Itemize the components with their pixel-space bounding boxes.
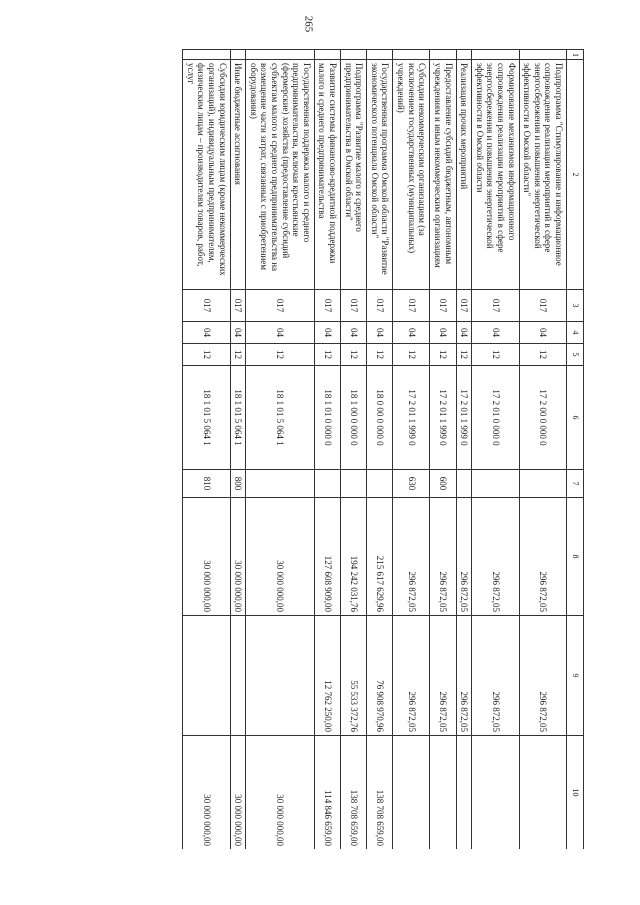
row-total-amount-cell: 194 242 031,76 xyxy=(341,498,367,616)
header-col-2: 2 xyxy=(567,60,584,290)
row-admin-code-cell: 017 xyxy=(314,290,340,322)
row-expense-type-cell xyxy=(246,470,315,498)
header-col-10: 10 xyxy=(567,736,584,850)
budget-table xyxy=(182,49,584,849)
row-federal-amount-cell xyxy=(393,736,430,850)
row-subsection-cell: 12 xyxy=(367,344,393,366)
row-target-article-cell: 18 1 01 5 064 1 xyxy=(246,366,315,470)
row-target-article-cell: 18 0 00 0 000 0 xyxy=(367,366,393,470)
row-admin-code-cell: 017 xyxy=(456,290,472,322)
table-row xyxy=(314,50,340,850)
row-regional-amount-cell: 296 872,05 xyxy=(430,616,456,736)
row-admin-code-cell: 017 xyxy=(472,290,519,322)
row-name-cell: Иные бюджетные ассигнования xyxy=(230,60,246,290)
row-marker-cell xyxy=(367,50,393,60)
row-admin-code-cell: 017 xyxy=(367,290,393,322)
row-federal-amount-cell xyxy=(519,736,566,850)
table-row xyxy=(430,50,456,850)
row-federal-amount-cell: 138 708 659,00 xyxy=(367,736,393,850)
row-admin-code-cell: 017 xyxy=(341,290,367,322)
row-expense-type-cell: 600 xyxy=(430,470,456,498)
row-marker-cell xyxy=(246,50,315,60)
table-header-row xyxy=(567,50,584,850)
row-marker-cell xyxy=(430,50,456,60)
row-subsection-cell: 12 xyxy=(314,344,340,366)
row-subsection-cell: 12 xyxy=(472,344,519,366)
row-federal-amount-cell: 114 846 659,00 xyxy=(314,736,340,850)
row-admin-code-cell: 017 xyxy=(519,290,566,322)
row-section-cell: 04 xyxy=(456,322,472,344)
row-federal-amount-cell: 30 000 000,00 xyxy=(230,736,246,850)
table-row xyxy=(456,50,472,850)
row-name-cell: Реализация прочих мероприятий xyxy=(456,60,472,290)
table-row xyxy=(393,50,430,850)
row-marker-cell xyxy=(519,50,566,60)
table-row xyxy=(246,50,315,850)
row-admin-code-cell: 017 xyxy=(230,290,246,322)
row-admin-code-cell: 017 xyxy=(246,290,315,322)
row-total-amount-cell: 296 872,05 xyxy=(393,498,430,616)
row-federal-amount-cell xyxy=(472,736,519,850)
row-marker-cell xyxy=(314,50,340,60)
row-regional-amount-cell xyxy=(230,616,246,736)
row-total-amount-cell: 30 000 000,00 xyxy=(183,498,230,616)
header-col-1: 1 xyxy=(567,50,584,60)
row-expense-type-cell xyxy=(456,470,472,498)
row-section-cell: 04 xyxy=(519,322,566,344)
row-target-article-cell: 17 2 01 1 999 0 xyxy=(393,366,430,470)
table-row xyxy=(341,50,367,850)
row-expense-type-cell: 810 xyxy=(183,470,230,498)
row-name-cell: Предоставление субсидий бюджетным, автономным учреждениям и иным некоммерческим организациям xyxy=(430,60,456,290)
page-number: 265 xyxy=(302,15,315,33)
header-col-6: 6 xyxy=(567,366,584,470)
row-marker-cell xyxy=(341,50,367,60)
row-regional-amount-cell xyxy=(246,616,315,736)
row-name-cell: Подпрограмма "Развитие малого и среднего предпринимательства в Омской области" xyxy=(341,60,367,290)
table-row xyxy=(367,50,393,850)
row-subsection-cell: 12 xyxy=(456,344,472,366)
header-col-9: 9 xyxy=(567,616,584,736)
table-row xyxy=(230,50,246,850)
row-target-article-cell: 17 2 00 0 000 0 xyxy=(519,366,566,470)
row-federal-amount-cell: 30 000 000,00 xyxy=(183,736,230,850)
row-total-amount-cell: 30 000 000,00 xyxy=(246,498,315,616)
table-body xyxy=(183,50,567,850)
header-col-8: 8 xyxy=(567,498,584,616)
row-target-article-cell: 17 2 01 1 999 0 xyxy=(430,366,456,470)
row-federal-amount-cell: 30 000 000,00 xyxy=(246,736,315,850)
row-expense-type-cell xyxy=(519,470,566,498)
header-col-7: 7 xyxy=(567,470,584,498)
row-total-amount-cell: 296 872,05 xyxy=(519,498,566,616)
row-subsection-cell: 12 xyxy=(246,344,315,366)
row-subsection-cell: 12 xyxy=(230,344,246,366)
row-marker-cell xyxy=(472,50,519,60)
row-regional-amount-cell: 296 872,05 xyxy=(519,616,566,736)
header-col-4: 4 xyxy=(567,322,584,344)
row-total-amount-cell: 30 000 000,00 xyxy=(230,498,246,616)
row-subsection-cell: 12 xyxy=(393,344,430,366)
row-name-cell: Формирование механизмов информационного сопровождения реализации мероприятий в сфере энергосбережения и повышения энергетической эффективности в Омской области xyxy=(472,60,519,290)
row-section-cell: 04 xyxy=(393,322,430,344)
budget-table-container xyxy=(84,49,584,849)
row-marker-cell xyxy=(230,50,246,60)
row-admin-code-cell: 017 xyxy=(430,290,456,322)
row-total-amount-cell: 127 608 909,00 xyxy=(314,498,340,616)
row-total-amount-cell: 296 872,05 xyxy=(472,498,519,616)
row-target-article-cell: 18 1 01 5 064 1 xyxy=(230,366,246,470)
row-section-cell: 04 xyxy=(367,322,393,344)
row-target-article-cell: 18 1 01 0 000 0 xyxy=(314,366,340,470)
row-section-cell: 04 xyxy=(230,322,246,344)
row-target-article-cell: 17 2 01 1 999 0 xyxy=(456,366,472,470)
row-section-cell: 04 xyxy=(246,322,315,344)
row-section-cell: 04 xyxy=(183,322,230,344)
row-federal-amount-cell xyxy=(456,736,472,850)
row-regional-amount-cell: 296 872,05 xyxy=(456,616,472,736)
row-expense-type-cell: 800 xyxy=(230,470,246,498)
row-expense-type-cell xyxy=(341,470,367,498)
row-target-article-cell: 18 1 00 0 000 0 xyxy=(341,366,367,470)
row-name-cell: Подпрограмма "Стимулирование и информационное сопровождение реализации мероприятий в сфере энергосбережения и повышения энергетической эффективности в Омской области" xyxy=(519,60,566,290)
row-section-cell: 04 xyxy=(314,322,340,344)
table-row xyxy=(472,50,519,850)
row-name-cell: Государственная поддержка малого и среднего предпринимательства, включая крестьянские (фермерские) хозяйства (предоставление субсидий субъектам малого и среднего предпринимательства на возмещение части затрат, связанных с приобретением оборудования) xyxy=(246,60,315,290)
row-name-cell: Субсидии некоммерческим организациям (за исключением государственных (муниципальных) учреждений) xyxy=(393,60,430,290)
row-marker-cell xyxy=(393,50,430,60)
row-name-cell: Государственная программа Омской области "Развитие экономического потенциала Омской области" xyxy=(367,60,393,290)
row-name-cell: Развитие системы финансово-кредитной поддержки малого и среднего предпринимательства xyxy=(314,60,340,290)
row-admin-code-cell: 017 xyxy=(183,290,230,322)
row-regional-amount-cell: 55 533 372,76 xyxy=(341,616,367,736)
row-total-amount-cell: 296 872,05 xyxy=(430,498,456,616)
row-section-cell: 04 xyxy=(341,322,367,344)
row-expense-type-cell xyxy=(472,470,519,498)
header-col-5: 5 xyxy=(567,344,584,366)
row-section-cell: 04 xyxy=(472,322,519,344)
row-subsection-cell: 12 xyxy=(341,344,367,366)
row-regional-amount-cell: 76 908 970,96 xyxy=(367,616,393,736)
row-regional-amount-cell: 296 872,05 xyxy=(472,616,519,736)
row-subsection-cell: 12 xyxy=(183,344,230,366)
row-total-amount-cell: 296 872,05 xyxy=(456,498,472,616)
row-marker-cell xyxy=(183,50,230,60)
row-admin-code-cell: 017 xyxy=(393,290,430,322)
row-subsection-cell: 12 xyxy=(519,344,566,366)
row-subsection-cell: 12 xyxy=(430,344,456,366)
row-expense-type-cell: 630 xyxy=(393,470,430,498)
row-regional-amount-cell: 12 762 250,00 xyxy=(314,616,340,736)
row-federal-amount-cell xyxy=(430,736,456,850)
row-name-cell: Субсидии юридическим лицам (кроме некоммерческих организаций), индивидуальным предпринимателям, физическим лицам – производителям товаров, работ, услуг xyxy=(183,60,230,290)
table-row xyxy=(519,50,566,850)
row-target-article-cell: 17 2 01 0 000 0 xyxy=(472,366,519,470)
row-regional-amount-cell: 296 872,05 xyxy=(393,616,430,736)
row-federal-amount-cell: 138 708 659,00 xyxy=(341,736,367,850)
table-row xyxy=(183,50,230,850)
row-regional-amount-cell xyxy=(183,616,230,736)
header-col-3: 3 xyxy=(567,290,584,322)
row-target-article-cell: 18 1 01 5 064 1 xyxy=(183,366,230,470)
row-expense-type-cell xyxy=(367,470,393,498)
row-total-amount-cell: 215 617 629,96 xyxy=(367,498,393,616)
row-marker-cell xyxy=(456,50,472,60)
row-expense-type-cell xyxy=(314,470,340,498)
row-section-cell: 04 xyxy=(430,322,456,344)
